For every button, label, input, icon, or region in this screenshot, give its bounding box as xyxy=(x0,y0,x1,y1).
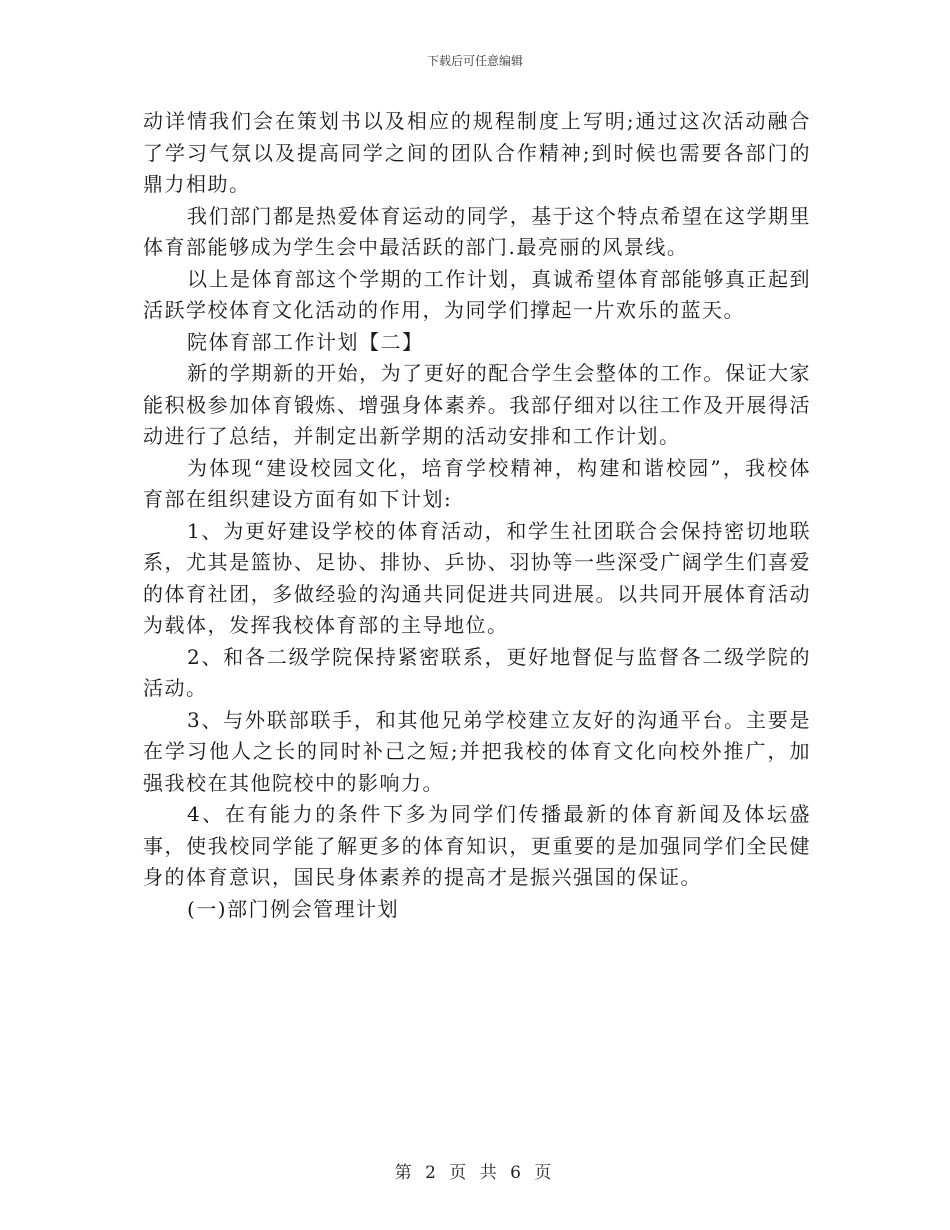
paragraph: 以上是体育部这个学期的工作计划，真诚希望体育部能够真正起到活跃学校体育文化活动的作用，为同学们撑起一片欢乐的蓝天。 xyxy=(143,266,811,322)
page-number-footer: 第 2 页 共 6 页 xyxy=(394,1163,556,1183)
paragraph: 新的学期新的开始，为了更好的配合学生会整体的工作。保证大家能积极参加体育锻炼、增强身体素养。我部仔细对以往工作及开展得活动进行了总结，并制定出新学期的活动安排和工作计划。 xyxy=(143,361,811,448)
list-item: 4、在有能力的条件下多为同学们传播最新的体育新闻及体坛盛事，使我校同学能了解更多的体育知识，更重要的是加强同学们全民健身的体育意识，国民身体素养的提高才是振兴强国的保证。 xyxy=(143,802,811,889)
list-item: 3、与外联部联手，和其他兄弟学校建立友好的沟通平台。主要是在学习他人之长的同时补己之短;并把我校的体育文化向校外推广，加强我校在其他院校中的影响力。 xyxy=(143,707,811,795)
paragraph: 动详情我们会在策划书以及相应的规程制度上写明;通过这次活动融合了学习气氛以及提高同学之间的团队合作精神;到时候也需要各部门的鼎力相助。 xyxy=(143,109,811,196)
paragraph: 我们部门都是热爱体育运动的同学，基于这个特点希望在这学期里体育部能够成为学生会中最活跃的部门.最亮丽的风景线。 xyxy=(143,203,811,259)
subsection-heading: (一)部门例会管理计划 xyxy=(187,896,400,921)
page-header-note: 下载后可任意编辑 xyxy=(426,54,523,68)
list-item: 2、和各二级学院保持紧密联系，更好地督促与监督各二级学院的活动。 xyxy=(143,644,811,700)
list-item: 1、为更好建设学校的体育活动，和学生社团联合会保持密切地联系，尤其是篮协、足协、排协、乒协、羽协等一些深受广阔学生们喜爱的体育社团，多做经验的沟通共同促进共同进展。以共同开展体育活动为载体，发挥我校体育部的主导地位。 xyxy=(143,518,811,637)
section-heading: 院体育部工作计划【二】 xyxy=(187,329,424,354)
paragraph: 为体现“建设校园文化，培育学校精神，构建和谐校园”，我校体育部在组织建设方面有如下计划: xyxy=(143,455,811,511)
document-body xyxy=(143,106,811,925)
